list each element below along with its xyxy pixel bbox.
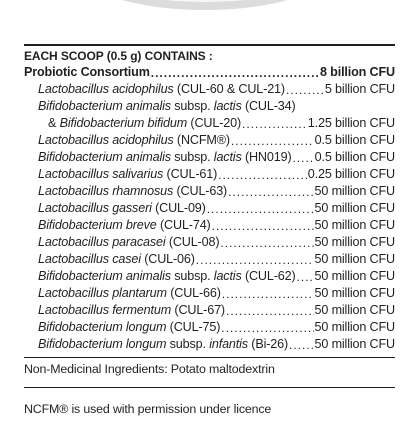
leader-dots (218, 168, 307, 183)
strain-row (24, 234, 395, 251)
leader-dots (231, 134, 314, 149)
strain-name: Lactobacillus paracasei (CUL-08) (38, 235, 220, 249)
strain-name: Lactobacillus casei (CUL-06) (38, 252, 195, 266)
non-medicinal-ingredients: Non-Medicinal Ingredients: Potato maltodextrin (24, 362, 275, 376)
strain-row (24, 115, 395, 132)
strain-value: 50 million CFU (314, 235, 395, 249)
strain-name: Lactobacillus rhamnosus (CUL-63) (38, 184, 228, 198)
strain-name-line2: & Bifidobacterium bifidum (CUL-20) (48, 116, 241, 130)
strain-name: Lactobacillus acidophilus (CUL-60 & CUL-21) (38, 82, 285, 96)
strain-row (24, 268, 395, 285)
strain-row (24, 132, 395, 149)
strain-value: 5 billion CFU (324, 82, 395, 96)
consortium-label: Probiotic Consortium (24, 65, 150, 79)
strain-row (24, 302, 395, 319)
strain-value: 50 million CFU (314, 252, 395, 266)
strain-name: Lactobacillus plantarum (CUL-66) (38, 286, 221, 300)
strain-name: Bifidobacterium animalis subsp. lactis (CUL-62) (38, 269, 296, 283)
leader-dots (221, 321, 313, 336)
strain-name: Lactobacillus fermentum (CUL-67) (38, 303, 225, 317)
leader-dots (212, 219, 314, 234)
leader-dots (222, 287, 314, 302)
strain-name: Lactobacillus salivarius (CUL-61) (38, 167, 218, 181)
strain-value: 50 million CFU (314, 320, 395, 334)
leader-dots (196, 253, 314, 268)
strain-row (24, 319, 395, 336)
strain-value: 0.5 billion CFU (314, 150, 395, 164)
strain-row (24, 251, 395, 268)
leader-dots (292, 151, 313, 166)
leader-dots (151, 66, 319, 81)
strain-row (24, 200, 395, 217)
strain-name: Bifidobacterium longum subsp. infantis (Bi-26) (38, 337, 289, 351)
leader-dots (242, 117, 307, 132)
strain-row (24, 81, 395, 98)
leader-dots (207, 202, 314, 217)
trademark-note: NCFM® is used with permission under licence (24, 402, 272, 416)
strain-row (24, 336, 395, 353)
leader-dots (220, 236, 313, 251)
strain-row (24, 183, 395, 200)
strain-row (24, 166, 395, 183)
strain-value: 50 million CFU (314, 201, 395, 215)
leader-dots (226, 304, 314, 319)
strain-row (24, 217, 395, 234)
consortium-row (24, 64, 395, 81)
strain-name: Bifidobacterium longum (CUL-75) (38, 320, 221, 334)
panel-header: EACH SCOOP (0.5 g) CONTAINS : (24, 49, 213, 63)
divider (24, 387, 395, 388)
strain-row (24, 149, 395, 166)
consortium-value: 8 billion CFU (319, 65, 395, 79)
strain-value: 0.5 billion CFU (314, 133, 395, 147)
ingredients-panel (24, 44, 395, 417)
strain-value: 50 million CFU (314, 269, 395, 283)
strain-name: Lactobacillus acidophilus (NCFM®) (38, 133, 230, 147)
strain-value: 50 million CFU (314, 286, 395, 300)
strain-value: 1.25 billion CFU (307, 116, 395, 130)
strain-value: 50 million CFU (314, 218, 395, 232)
strain-row (24, 285, 395, 302)
strain-value: 50 million CFU (314, 337, 395, 351)
strain-value: 0.25 billion CFU (307, 167, 395, 181)
strain-name: Bifidobacterium breve (CUL-74) (38, 218, 211, 232)
strain-value: 50 million CFU (314, 184, 395, 198)
leader-dots (228, 185, 313, 200)
leader-dots (289, 338, 314, 353)
strain-value: 50 million CFU (314, 303, 395, 317)
strain-name: Lactobacillus gasseri (CUL-09) (38, 201, 206, 215)
leader-dots (286, 83, 324, 98)
strain-name: Bifidobacterium animalis subsp. lactis (HN019) (38, 150, 292, 164)
leader-dots (297, 270, 314, 285)
strain-name-line1: Bifidobacterium animalis subsp. lactis (CUL-34) (38, 99, 296, 113)
